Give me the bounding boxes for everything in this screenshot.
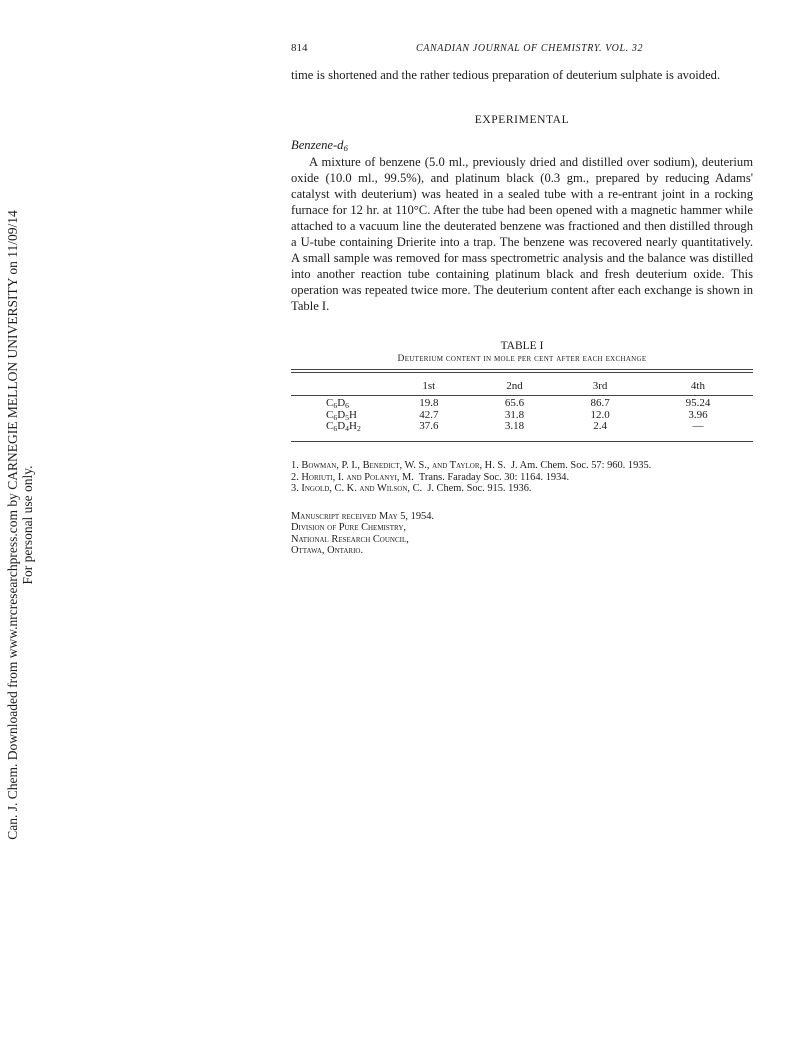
- reference-citation: J. Am. Chem. Soc. 57: 960. 1935.: [510, 460, 652, 471]
- manuscript-info: [291, 511, 434, 557]
- table-col-header: 4th: [690, 380, 705, 392]
- table-caption: Deuterium content in mole per cent after each exchange: [397, 354, 647, 364]
- manuscript-division: Division of Pure Chemistry,: [291, 522, 406, 534]
- table-cell: —: [692, 420, 704, 432]
- row-label: $C_6D_4H_2$: [326, 420, 361, 433]
- reference-authors: Ingold, C. K. and Wilson, C.: [301, 483, 423, 495]
- table-cell: 65.6: [504, 397, 525, 409]
- reference-item: 2. Horiuti, I. and Polanyi, M. Trans. Faraday Soc. 30: 1164. 1934.: [291, 471, 570, 483]
- table-cell: 95.24: [685, 397, 711, 409]
- table-top-rule: [291, 369, 753, 370]
- section-heading: EXPERIMENTAL: [474, 114, 570, 126]
- table-cell: 3.96: [688, 408, 708, 421]
- table-col-header: 1st: [422, 380, 436, 392]
- download-watermark: [0, 0, 40, 1052]
- row-label: $C_6D_5H$: [326, 408, 357, 422]
- table-col-header: 2nd: [506, 380, 523, 392]
- running-header: [291, 42, 753, 58]
- table-row: [291, 398, 753, 410]
- row-label: $C_6D_6$: [326, 397, 349, 410]
- table-cell: 3.18: [504, 420, 525, 432]
- table-cell: 37.6: [419, 420, 439, 432]
- reference-citation: Trans. Faraday Soc. 30: 1164. 1934.: [418, 471, 570, 483]
- table-corner: [291, 376, 386, 398]
- table-cell: 12.0: [590, 408, 610, 421]
- experimental-paragraph: A mixture of benzene (5.0 ml., previously dried and distilled over sodium), deuterium oxide (10.0 ml., 99.5%), and platinum black (0.3 gm., prepared by reducing Adams' catalyst with deuterium) was heated in a sealed tube with a re-entrant joint in a rocking furnace for 12 hr. at 110°C. After the tube had been opened with a magnetic hammer while attached to a vacuum line the deuterated benzene was fractioned and then distilled through a U-tube containing Drierite into a trap. The benzene was recovered nearly quantitatively. A small sample was removed for mass spectrometric analysis and the balance was distilled into another reaction tube containing platinum black and fresh deuterium oxide. This operation was repeated twice more. The deuterium content after each exchange is shown in Table I.: [291, 155, 753, 313]
- table-cell: 31.8: [504, 408, 525, 421]
- table-col-header: 3rd: [592, 380, 608, 392]
- deuterium-table: [291, 376, 753, 433]
- page-number: 814: [291, 42, 308, 54]
- table-title: TABLE I: [500, 340, 544, 352]
- manuscript-received: Manuscript received May 5, 1954.: [291, 511, 435, 522]
- reference-item: 1. Bowman, P. I., Benedict, W. S., and Taylor, H. S. J. Am. Chem. Soc. 57: 960. 1935.: [291, 460, 652, 471]
- table-header-row: [291, 376, 753, 398]
- subsection-subscript: 6: [343, 143, 348, 153]
- table-cell: 42.7: [419, 408, 439, 421]
- table-cell: 86.7: [590, 397, 610, 409]
- reference-authors: Bowman, P. I., Benedict, W. S., and Taylor, H. S.: [301, 460, 506, 471]
- reference-authors: Horiuti, I. and Polanyi, M.: [301, 471, 414, 483]
- intro-paragraph: time is shortened and the rather tedious preparation of deuterium sulphate is avoided.: [291, 68, 721, 82]
- reference-item: 3. Ingold, C. K. and Wilson, C. J. Chem. Soc. 915. 1936.: [291, 483, 532, 495]
- manuscript-council: National Research Council,: [291, 533, 409, 545]
- reference-list: [291, 460, 761, 495]
- table-top-rule-2: [291, 372, 753, 373]
- table-bottom-rule: [291, 441, 753, 442]
- table-row: [291, 421, 753, 433]
- manuscript-location: Ottawa, Ontario.: [291, 545, 364, 557]
- subsection-heading: [291, 138, 348, 153]
- watermark-line-2: For personal use only.: [20, 465, 35, 585]
- journal-title: CANADIAN JOURNAL OF CHEMISTRY. VOL. 32: [416, 43, 644, 54]
- table-cell: 19.8: [419, 397, 439, 409]
- table-cell: 2.4: [593, 420, 607, 432]
- watermark-line-1: Can. J. Chem. Downloaded from www.nrcresearchpress.com by CARNEGIE MELLON UNIVERSITY on 11/09/14: [5, 210, 20, 840]
- subsection-prefix: Benzene-d: [291, 138, 344, 152]
- reference-citation: J. Chem. Soc. 915. 1936.: [427, 483, 532, 495]
